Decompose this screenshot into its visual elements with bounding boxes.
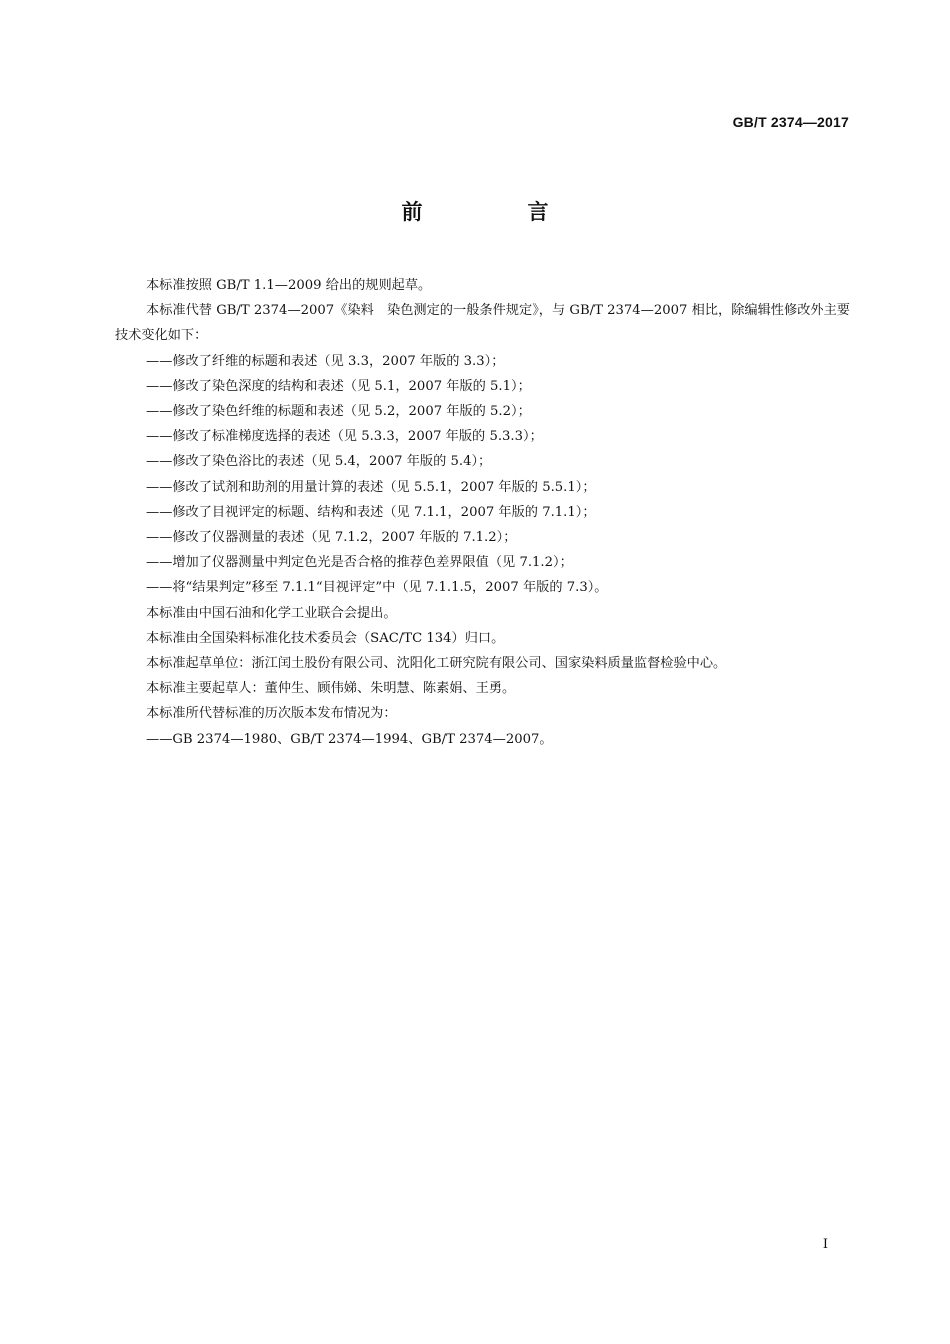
paragraph-replacement-summary: 本标准代替 GB/T 2374—2007《染料 染色测定的一般条件规定》，与 GB/T 2374—2007 相比，除编辑性修改外主要技术变化如下： [115,303,850,344]
standard-code: GB/T 2374—2017 [732,114,849,130]
page-title: 前 言 [401,200,591,224]
change-item-instrument-measurement: ——修改了仪器测量的表述（见 7.1.2，2007 年版的 7.1.2）； [146,530,517,546]
change-item-liquor-ratio: ——修改了染色浴比的表述（见 5.4，2007 年版的 5.4）； [146,454,492,470]
paragraph-drafters: 本标准主要起草人：董仲生、顾伟娣、朱明慧、陈素娟、王勇。 [146,681,516,697]
page-number: I [822,1237,828,1252]
change-item-dyed-fiber: ——修改了染色纤维的标题和表述（见 5.2，2007 年版的 5.2）； [146,404,531,420]
change-item-visual-assessment: ——修改了目视评定的标题、结构和表述（见 7.1.1，2007 年版的 7.1.1）； [146,504,596,520]
paragraph-previous-editions-intro: 本标准所代替标准的历次版本发布情况为： [146,706,397,722]
paragraph-drafting-rules: 本标准按照 GB/T 1.1—2009 给出的规则起草。 [146,278,432,293]
change-item-standard-gradient: ——修改了标准梯度选择的表述（见 5.3.3，2007 年版的 5.3.3）； [146,429,543,445]
change-item-color-difference-limit: ——增加了仪器测量中判定色光是否合格的推荐色差界限值（见 7.1.2）； [146,555,573,571]
paragraph-drafting-units: 本标准起草单位：浙江闰土股份有限公司、沈阳化工研究院有限公司、国家染料质量监督检验中心。 [146,656,727,672]
change-item-fiber: ——修改了纤维的标题和表述（见 3.3，2007 年版的 3.3）； [146,353,505,369]
paragraph-previous-editions-list: ——GB 2374—1980、GB/T 2374—1994、GB/T 2374—2007。 [146,731,553,747]
paragraph-committee: 本标准由全国染料标准化技术委员会（SAC/TC 134）归口。 [146,630,505,646]
document-body [115,273,850,752]
change-item-result-judgement: ——将“结果判定”移至 7.1.1“目视评定”中（见 7.1.1.5，2007 年版的 7.3）。 [146,580,608,596]
change-item-dyeing-depth: ——修改了染色深度的结构和表述（见 5.1，2007 年版的 5.1）； [146,378,531,394]
change-item-reagent-dosage: ——修改了试剂和助剂的用量计算的表述（见 5.5.1，2007 年版的 5.5.1）； [146,479,596,495]
paragraph-proposer: 本标准由中国石油和化学工业联合会提出。 [146,605,397,621]
